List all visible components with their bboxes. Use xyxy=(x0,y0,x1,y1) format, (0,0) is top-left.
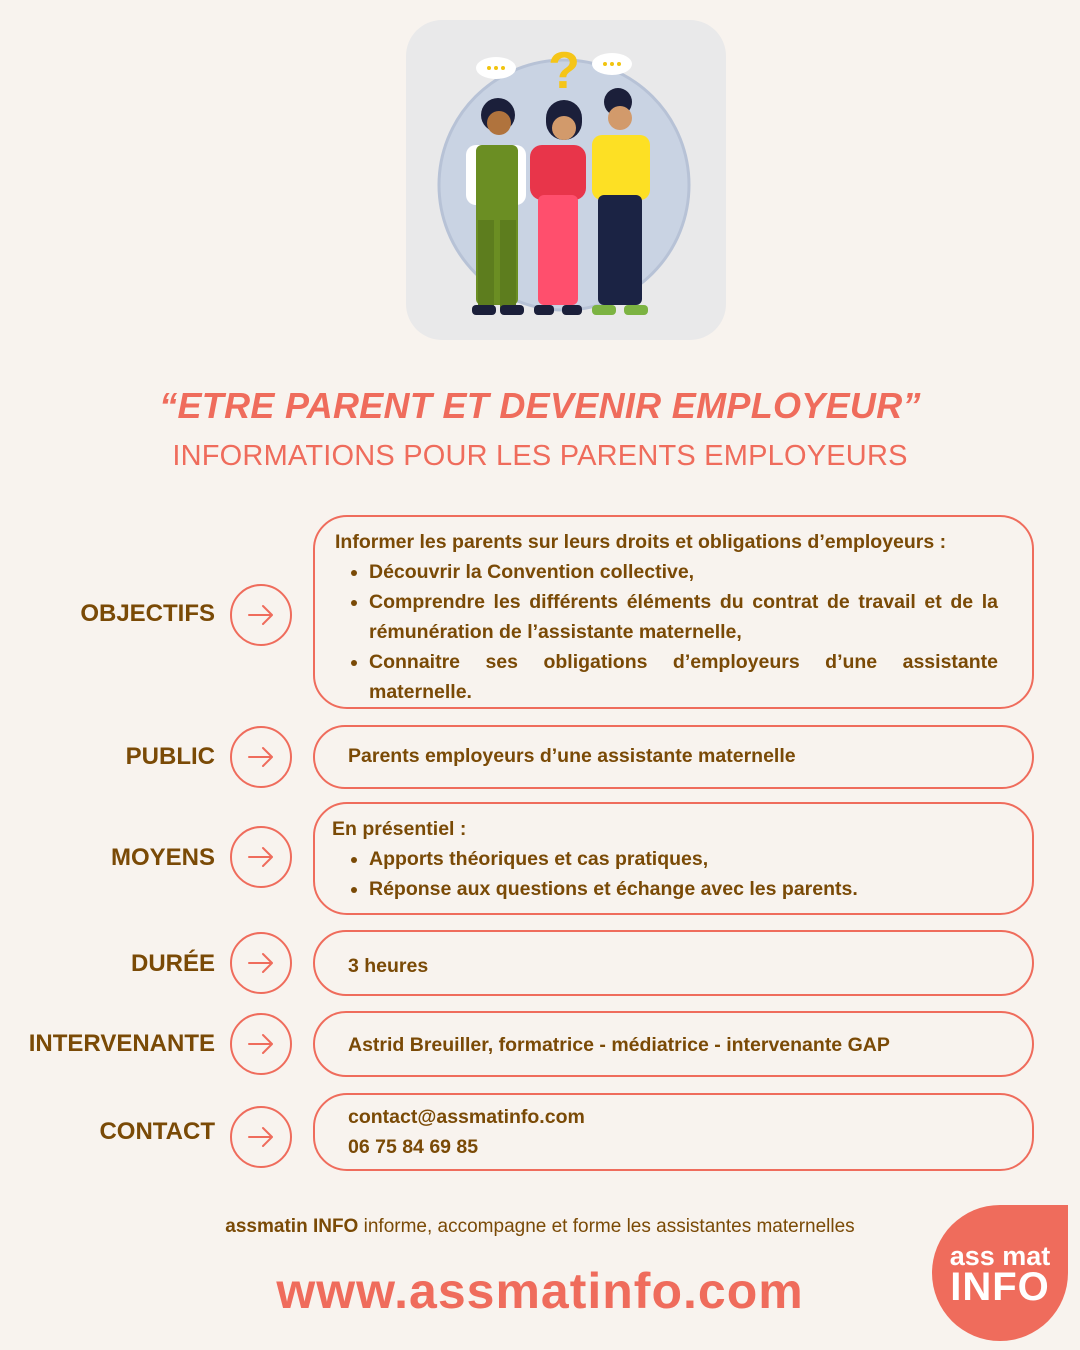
label-objectifs: OBJECTIFS xyxy=(80,600,215,627)
moyens-box xyxy=(313,802,1034,915)
moyens-item: • Apports théoriques et cas pratiques, xyxy=(369,844,1002,874)
label-public: PUBLIC xyxy=(125,743,215,770)
label-moyens: MOYENS xyxy=(110,844,215,871)
objectifs-item: • Comprendre les différents éléments du contrat de travail et de la rémunération de l’assistante maternelle, xyxy=(369,587,998,647)
moyens-intro: En présentiel : xyxy=(332,818,467,840)
label-contact: CONTACT xyxy=(99,1118,215,1145)
moyens-item: • Réponse aux questions et échange avec les parents. xyxy=(369,874,1002,904)
objectifs-intro: Informer les parents sur leurs droits et obligations d’employeurs : xyxy=(335,531,947,553)
duree-text: 3 heures xyxy=(348,955,429,977)
assmat-info-logo xyxy=(932,1205,1068,1341)
objectifs-box xyxy=(313,515,1034,709)
contact-phone[interactable]: 06 75 84 69 85 xyxy=(348,1136,479,1158)
arrow-right-icon xyxy=(230,1106,292,1168)
intervenante-box xyxy=(313,1011,1034,1077)
footer-tagline-text: informe, accompagne et forme les assistantes maternelles xyxy=(358,1216,855,1237)
arrow-right-icon xyxy=(230,726,292,788)
people-illustration-icon xyxy=(406,20,726,340)
logo-line2: INFO xyxy=(950,1265,1050,1309)
illustration-three-people xyxy=(406,20,726,340)
objectifs-item: • Découvrir la Convention collective, xyxy=(369,557,998,587)
public-text: Parents employeurs d’une assistante maternelle xyxy=(348,745,796,767)
arrow-right-icon xyxy=(230,932,292,994)
arrow-right-icon xyxy=(230,584,292,646)
contact-email[interactable]: contact@assmatinfo.com xyxy=(348,1106,585,1128)
website-link[interactable]: www.assmatinfo.com xyxy=(276,1263,804,1319)
footer-brand: assmatin INFO xyxy=(225,1216,359,1237)
objectifs-item: • Connaitre ses obligations d’employeurs d’une assistante maternelle. xyxy=(369,647,998,707)
contact-box xyxy=(313,1093,1034,1171)
public-box xyxy=(313,725,1034,789)
logo-line1: ass mat xyxy=(949,1241,1051,1271)
label-duree: DURÉE xyxy=(130,950,215,977)
label-intervenante: INTERVENANTE xyxy=(28,1030,215,1057)
footer-tagline xyxy=(0,1216,1080,1238)
duree-box xyxy=(313,930,1034,996)
page-title: “ETRE PARENT ET DEVENIR EMPLOYEUR” xyxy=(159,385,921,426)
arrow-right-icon xyxy=(230,1013,292,1075)
page-subtitle: INFORMATIONS POUR LES PARENTS EMPLOYEURS xyxy=(172,440,908,472)
intervenante-text: Astrid Breuiller, formatrice - médiatrice - intervenante GAP xyxy=(348,1034,890,1056)
svg-text:?: ? xyxy=(548,42,580,100)
arrow-right-icon xyxy=(230,826,292,888)
